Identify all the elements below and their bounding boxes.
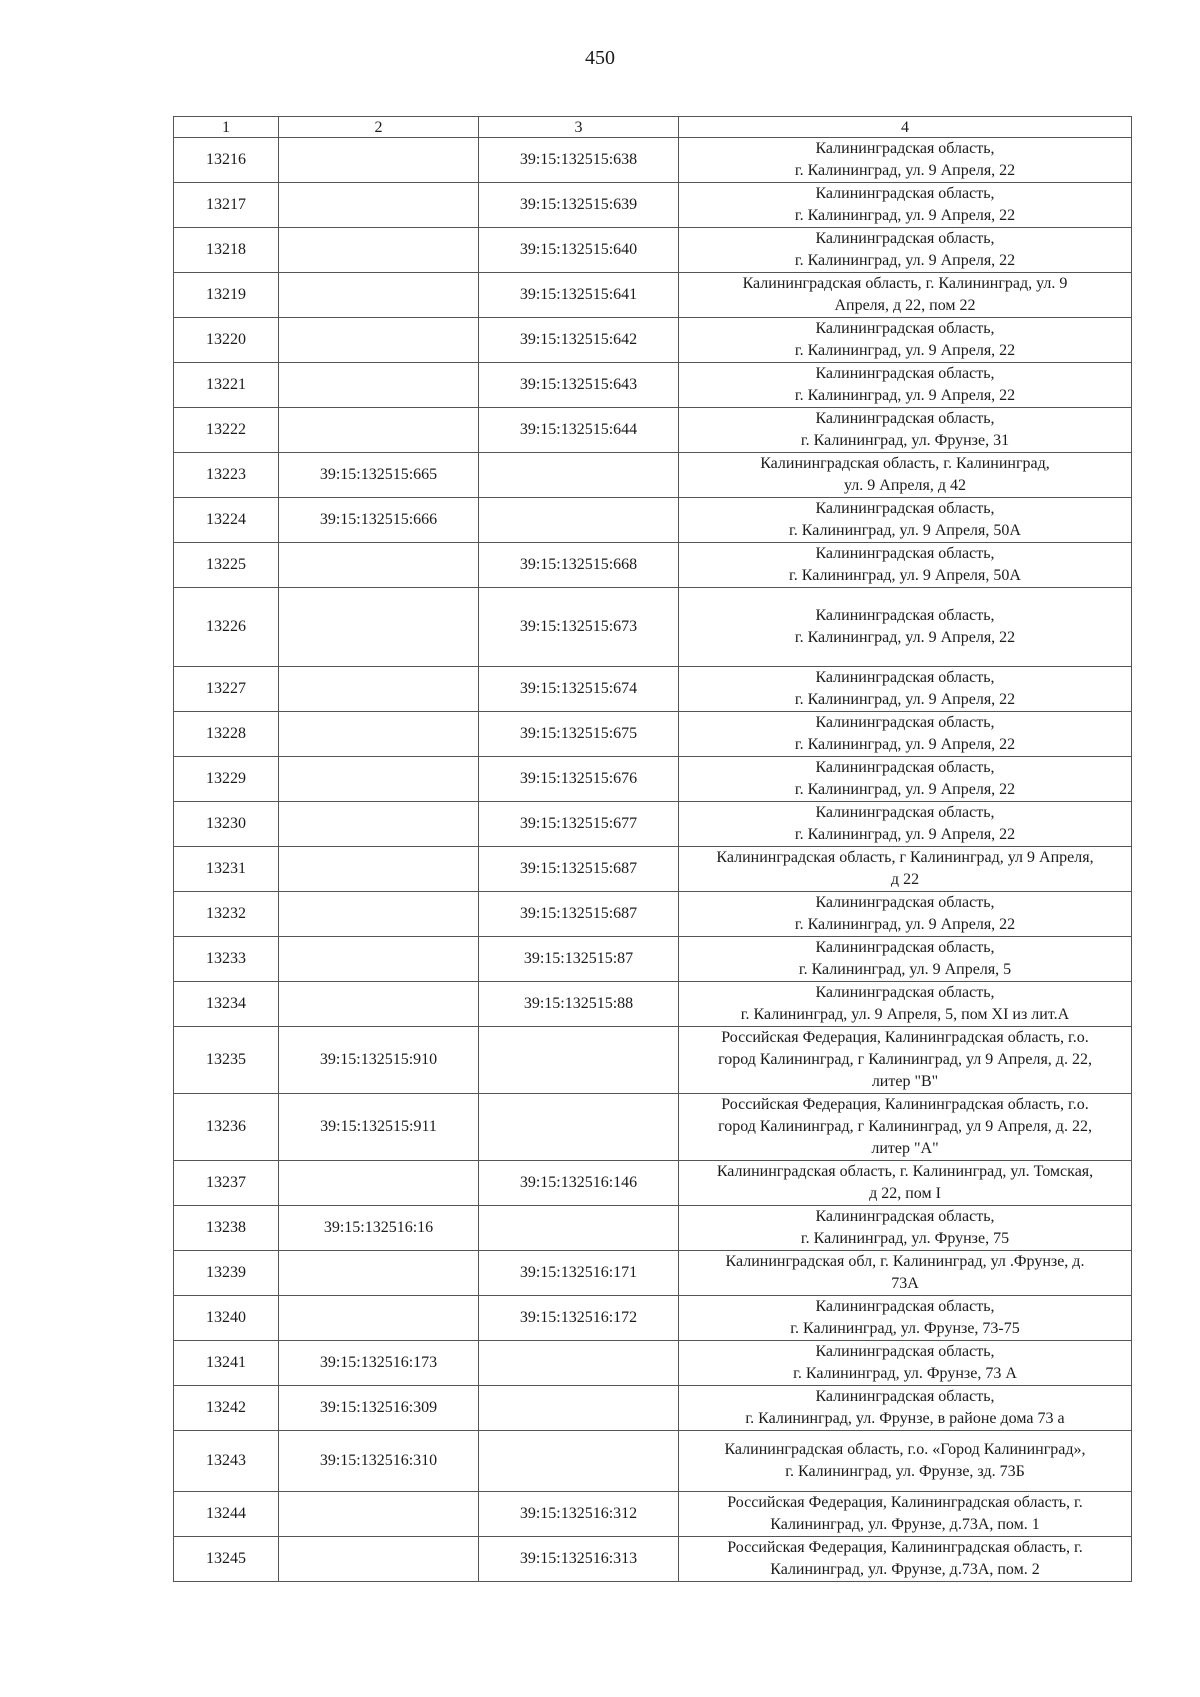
cell-cadastral-col3: 39:15:132515:88: [479, 982, 679, 1027]
cell-number: 13233: [174, 937, 279, 982]
table-row: [174, 982, 1132, 1027]
cell-number: 13227: [174, 667, 279, 712]
cell-cadastral-col3: 39:15:132516:146: [479, 1161, 679, 1206]
cell-cadastral-col2: [279, 892, 479, 937]
column-header: 2: [279, 117, 479, 138]
cell-cadastral-col2: 39:15:132516:310: [279, 1431, 479, 1492]
cell-cadastral-col2: [279, 1537, 479, 1582]
cell-address: Калининградская область, г. Калининград, ул. 9 Апреля, 22: [679, 667, 1132, 712]
cell-address: Калининградская область, г. Калининград, ул. Фрунзе, 73-75: [679, 1296, 1132, 1341]
cell-address: Российская Федерация, Калининградская область, г. Калининград, ул. Фрунзе, д.73А, пом. 2: [679, 1537, 1132, 1582]
cell-cadastral-col2: [279, 273, 479, 318]
cell-cadastral-col2: [279, 712, 479, 757]
cell-cadastral-col3: 39:15:132515:677: [479, 802, 679, 847]
table-row: [174, 847, 1132, 892]
cell-cadastral-col3: [479, 1094, 679, 1161]
column-header: 3: [479, 117, 679, 138]
cell-address: Калининградская область, г. Калининград, ул. 9 Апреля, 22: [679, 228, 1132, 273]
table-row: [174, 138, 1132, 183]
column-header: 4: [679, 117, 1132, 138]
cell-address: Российская Федерация, Калининградская область, г.о. город Калининград, г Калининград, ул 9 Апреля, д. 22, литер "А": [679, 1094, 1132, 1161]
page-number: 450: [585, 47, 615, 69]
cell-cadastral-col3: 39:15:132516:313: [479, 1537, 679, 1582]
cell-cadastral-col2: [279, 847, 479, 892]
cell-number: 13220: [174, 318, 279, 363]
cell-number: 13225: [174, 543, 279, 588]
cell-cadastral-col2: 39:15:132515:910: [279, 1027, 479, 1094]
table-row: [174, 588, 1132, 667]
cell-number: 13239: [174, 1251, 279, 1296]
table-row: [174, 1341, 1132, 1386]
cell-cadastral-col3: 39:15:132516:172: [479, 1296, 679, 1341]
cell-cadastral-col2: [279, 408, 479, 453]
cell-cadastral-col2: [279, 757, 479, 802]
table-row: [174, 1161, 1132, 1206]
cell-number: 13236: [174, 1094, 279, 1161]
cell-number: 13222: [174, 408, 279, 453]
cell-address: Калининградская область, г.о. «Город Калининград», г. Калининград, ул. Фрунзе, зд. 73Б: [679, 1431, 1132, 1492]
cell-cadastral-col2: [279, 318, 479, 363]
cell-cadastral-col2: 39:15:132516:309: [279, 1386, 479, 1431]
table-row: [174, 802, 1132, 847]
cell-cadastral-col3: 39:15:132515:642: [479, 318, 679, 363]
cell-number: 13223: [174, 453, 279, 498]
cell-number: 13228: [174, 712, 279, 757]
cell-cadastral-col3: 39:15:132515:687: [479, 892, 679, 937]
cell-number: 13241: [174, 1341, 279, 1386]
cell-cadastral-col2: [279, 138, 479, 183]
cell-cadastral-col2: [279, 937, 479, 982]
cell-address: Калининградская область, г. Калининград, ул. 9 Апреля, 5: [679, 937, 1132, 982]
cell-cadastral-col2: [279, 667, 479, 712]
table-row: [174, 1094, 1132, 1161]
cell-address: Калининградская область, г. Калининград, ул. 9 Апреля, 22: [679, 802, 1132, 847]
cell-address: Российская Федерация, Калининградская область, г. Калининград, ул. Фрунзе, д.73А, пом. 1: [679, 1492, 1132, 1537]
table-body: [174, 138, 1132, 1582]
cell-cadastral-col3: 39:15:132516:171: [479, 1251, 679, 1296]
cell-address: Калининградская область, г. Калининград, ул. 9 Апреля, д 42: [679, 453, 1132, 498]
cell-number: 13243: [174, 1431, 279, 1492]
cell-address: Калининградская обл, г. Калининград, ул .Фрунзе, д. 73А: [679, 1251, 1132, 1296]
table-row: [174, 1251, 1132, 1296]
cell-cadastral-col3: 39:15:132515:673: [479, 588, 679, 667]
cell-cadastral-col3: [479, 1206, 679, 1251]
table-row: [174, 273, 1132, 318]
cell-cadastral-col2: 39:15:132516:16: [279, 1206, 479, 1251]
cell-address: Калининградская область, г. Калининград, ул. 9 Апреля, 22: [679, 892, 1132, 937]
cell-cadastral-col3: 39:15:132515:87: [479, 937, 679, 982]
cell-address: Калининградская область, г. Калининград, ул. 9 Апреля, 22: [679, 588, 1132, 667]
table-row: [174, 543, 1132, 588]
cell-number: 13216: [174, 138, 279, 183]
table-row: [174, 1386, 1132, 1431]
table-row: [174, 757, 1132, 802]
table-row: [174, 1492, 1132, 1537]
cell-cadastral-col3: 39:15:132515:641: [479, 273, 679, 318]
cell-address: Российская Федерация, Калининградская область, г.о. город Калининград, г Калининград, ул 9 Апреля, д. 22, литер "В": [679, 1027, 1132, 1094]
cell-cadastral-col3: [479, 498, 679, 543]
cell-address: Калининградская область, г. Калининград, ул. 9 Апреля, 50А: [679, 543, 1132, 588]
cell-address: Калининградская область, г Калининград, ул 9 Апреля, д 22: [679, 847, 1132, 892]
cell-cadastral-col3: 39:15:132516:312: [479, 1492, 679, 1537]
table-row: [174, 408, 1132, 453]
cell-address: Калининградская область, г. Калининград, ул. Фрунзе, в районе дома 73 а: [679, 1386, 1132, 1431]
cell-number: 13244: [174, 1492, 279, 1537]
cell-address: Калининградская область, г. Калининград, ул. Фрунзе, 73 А: [679, 1341, 1132, 1386]
cell-number: 13231: [174, 847, 279, 892]
table-row: [174, 1537, 1132, 1582]
cell-address: Калининградская область, г. Калининград, ул. 9 Апреля, д 22, пом 22: [679, 273, 1132, 318]
cell-cadastral-col3: 39:15:132515:674: [479, 667, 679, 712]
cell-cadastral-col3: 39:15:132515:676: [479, 757, 679, 802]
table-row: [174, 667, 1132, 712]
cell-cadastral-col2: [279, 1296, 479, 1341]
cell-cadastral-col3: 39:15:132515:643: [479, 363, 679, 408]
cell-number: 13221: [174, 363, 279, 408]
cell-cadastral-col3: [479, 1027, 679, 1094]
cell-number: 13235: [174, 1027, 279, 1094]
cell-cadastral-col3: 39:15:132515:668: [479, 543, 679, 588]
cell-number: 13226: [174, 588, 279, 667]
cell-number: 13238: [174, 1206, 279, 1251]
cell-address: Калининградская область, г. Калининград, ул. Томская, д 22, пом I: [679, 1161, 1132, 1206]
cell-number: 13232: [174, 892, 279, 937]
cell-cadastral-col3: [479, 453, 679, 498]
cell-number: 13245: [174, 1537, 279, 1582]
cell-address: Калининградская область, г. Калининград, ул. Фрунзе, 75: [679, 1206, 1132, 1251]
cell-number: 13240: [174, 1296, 279, 1341]
cell-address: Калининградская область, г. Калининград, ул. 9 Апреля, 22: [679, 712, 1132, 757]
cell-cadastral-col3: 39:15:132515:638: [479, 138, 679, 183]
cell-number: 13229: [174, 757, 279, 802]
cell-number: 13224: [174, 498, 279, 543]
cell-cadastral-col2: [279, 1492, 479, 1537]
cell-cadastral-col3: 39:15:132515:640: [479, 228, 679, 273]
cell-cadastral-col2: 39:15:132515:666: [279, 498, 479, 543]
cell-address: Калининградская область, г. Калининград, ул. 9 Апреля, 22: [679, 318, 1132, 363]
table-row: [174, 183, 1132, 228]
cell-cadastral-col3: 39:15:132515:639: [479, 183, 679, 228]
cell-cadastral-col2: [279, 588, 479, 667]
cell-address: Калининградская область, г. Калининград, ул. 9 Апреля, 50А: [679, 498, 1132, 543]
table-row: [174, 892, 1132, 937]
cell-address: Калининградская область, г. Калининград, ул. 9 Апреля, 22: [679, 363, 1132, 408]
cell-cadastral-col2: [279, 183, 479, 228]
cell-cadastral-col2: [279, 1251, 479, 1296]
cell-address: Калининградская область, г. Калининград, ул. 9 Апреля, 22: [679, 757, 1132, 802]
cell-cadastral-col3: [479, 1341, 679, 1386]
cell-number: 13219: [174, 273, 279, 318]
cell-number: 13217: [174, 183, 279, 228]
table-row: [174, 1296, 1132, 1341]
cell-number: 13242: [174, 1386, 279, 1431]
cell-cadastral-col2: 39:15:132515:911: [279, 1094, 479, 1161]
cell-number: 13218: [174, 228, 279, 273]
cell-cadastral-col2: [279, 363, 479, 408]
cell-number: 13234: [174, 982, 279, 1027]
table-row: [174, 363, 1132, 408]
cell-cadastral-col2: [279, 543, 479, 588]
cell-address: Калининградская область, г. Калининград, ул. Фрунзе, 31: [679, 408, 1132, 453]
cell-address: Калининградская область, г. Калининград, ул. 9 Апреля, 22: [679, 138, 1132, 183]
table-row: [174, 453, 1132, 498]
header-row: [174, 117, 1132, 138]
table-row: [174, 937, 1132, 982]
table-row: [174, 1206, 1132, 1251]
cell-cadastral-col2: [279, 1161, 479, 1206]
cell-cadastral-col2: 39:15:132516:173: [279, 1341, 479, 1386]
cell-cadastral-col3: 39:15:132515:675: [479, 712, 679, 757]
cell-cadastral-col3: [479, 1431, 679, 1492]
registry-table: [173, 116, 1132, 1582]
cell-cadastral-col2: [279, 802, 479, 847]
table-row: [174, 1027, 1132, 1094]
cell-address: Калининградская область, г. Калининград, ул. 9 Апреля, 5, пом XI из лит.А: [679, 982, 1132, 1027]
table-row: [174, 228, 1132, 273]
cell-number: 13237: [174, 1161, 279, 1206]
table-row: [174, 1431, 1132, 1492]
table-row: [174, 318, 1132, 363]
cell-cadastral-col2: [279, 228, 479, 273]
cell-cadastral-col2: [279, 982, 479, 1027]
cell-cadastral-col3: [479, 1386, 679, 1431]
cell-cadastral-col3: 39:15:132515:687: [479, 847, 679, 892]
cell-cadastral-col3: 39:15:132515:644: [479, 408, 679, 453]
cell-number: 13230: [174, 802, 279, 847]
column-header: 1: [174, 117, 279, 138]
table-row: [174, 498, 1132, 543]
cell-cadastral-col2: 39:15:132515:665: [279, 453, 479, 498]
table-row: [174, 712, 1132, 757]
cell-address: Калининградская область, г. Калининград, ул. 9 Апреля, 22: [679, 183, 1132, 228]
